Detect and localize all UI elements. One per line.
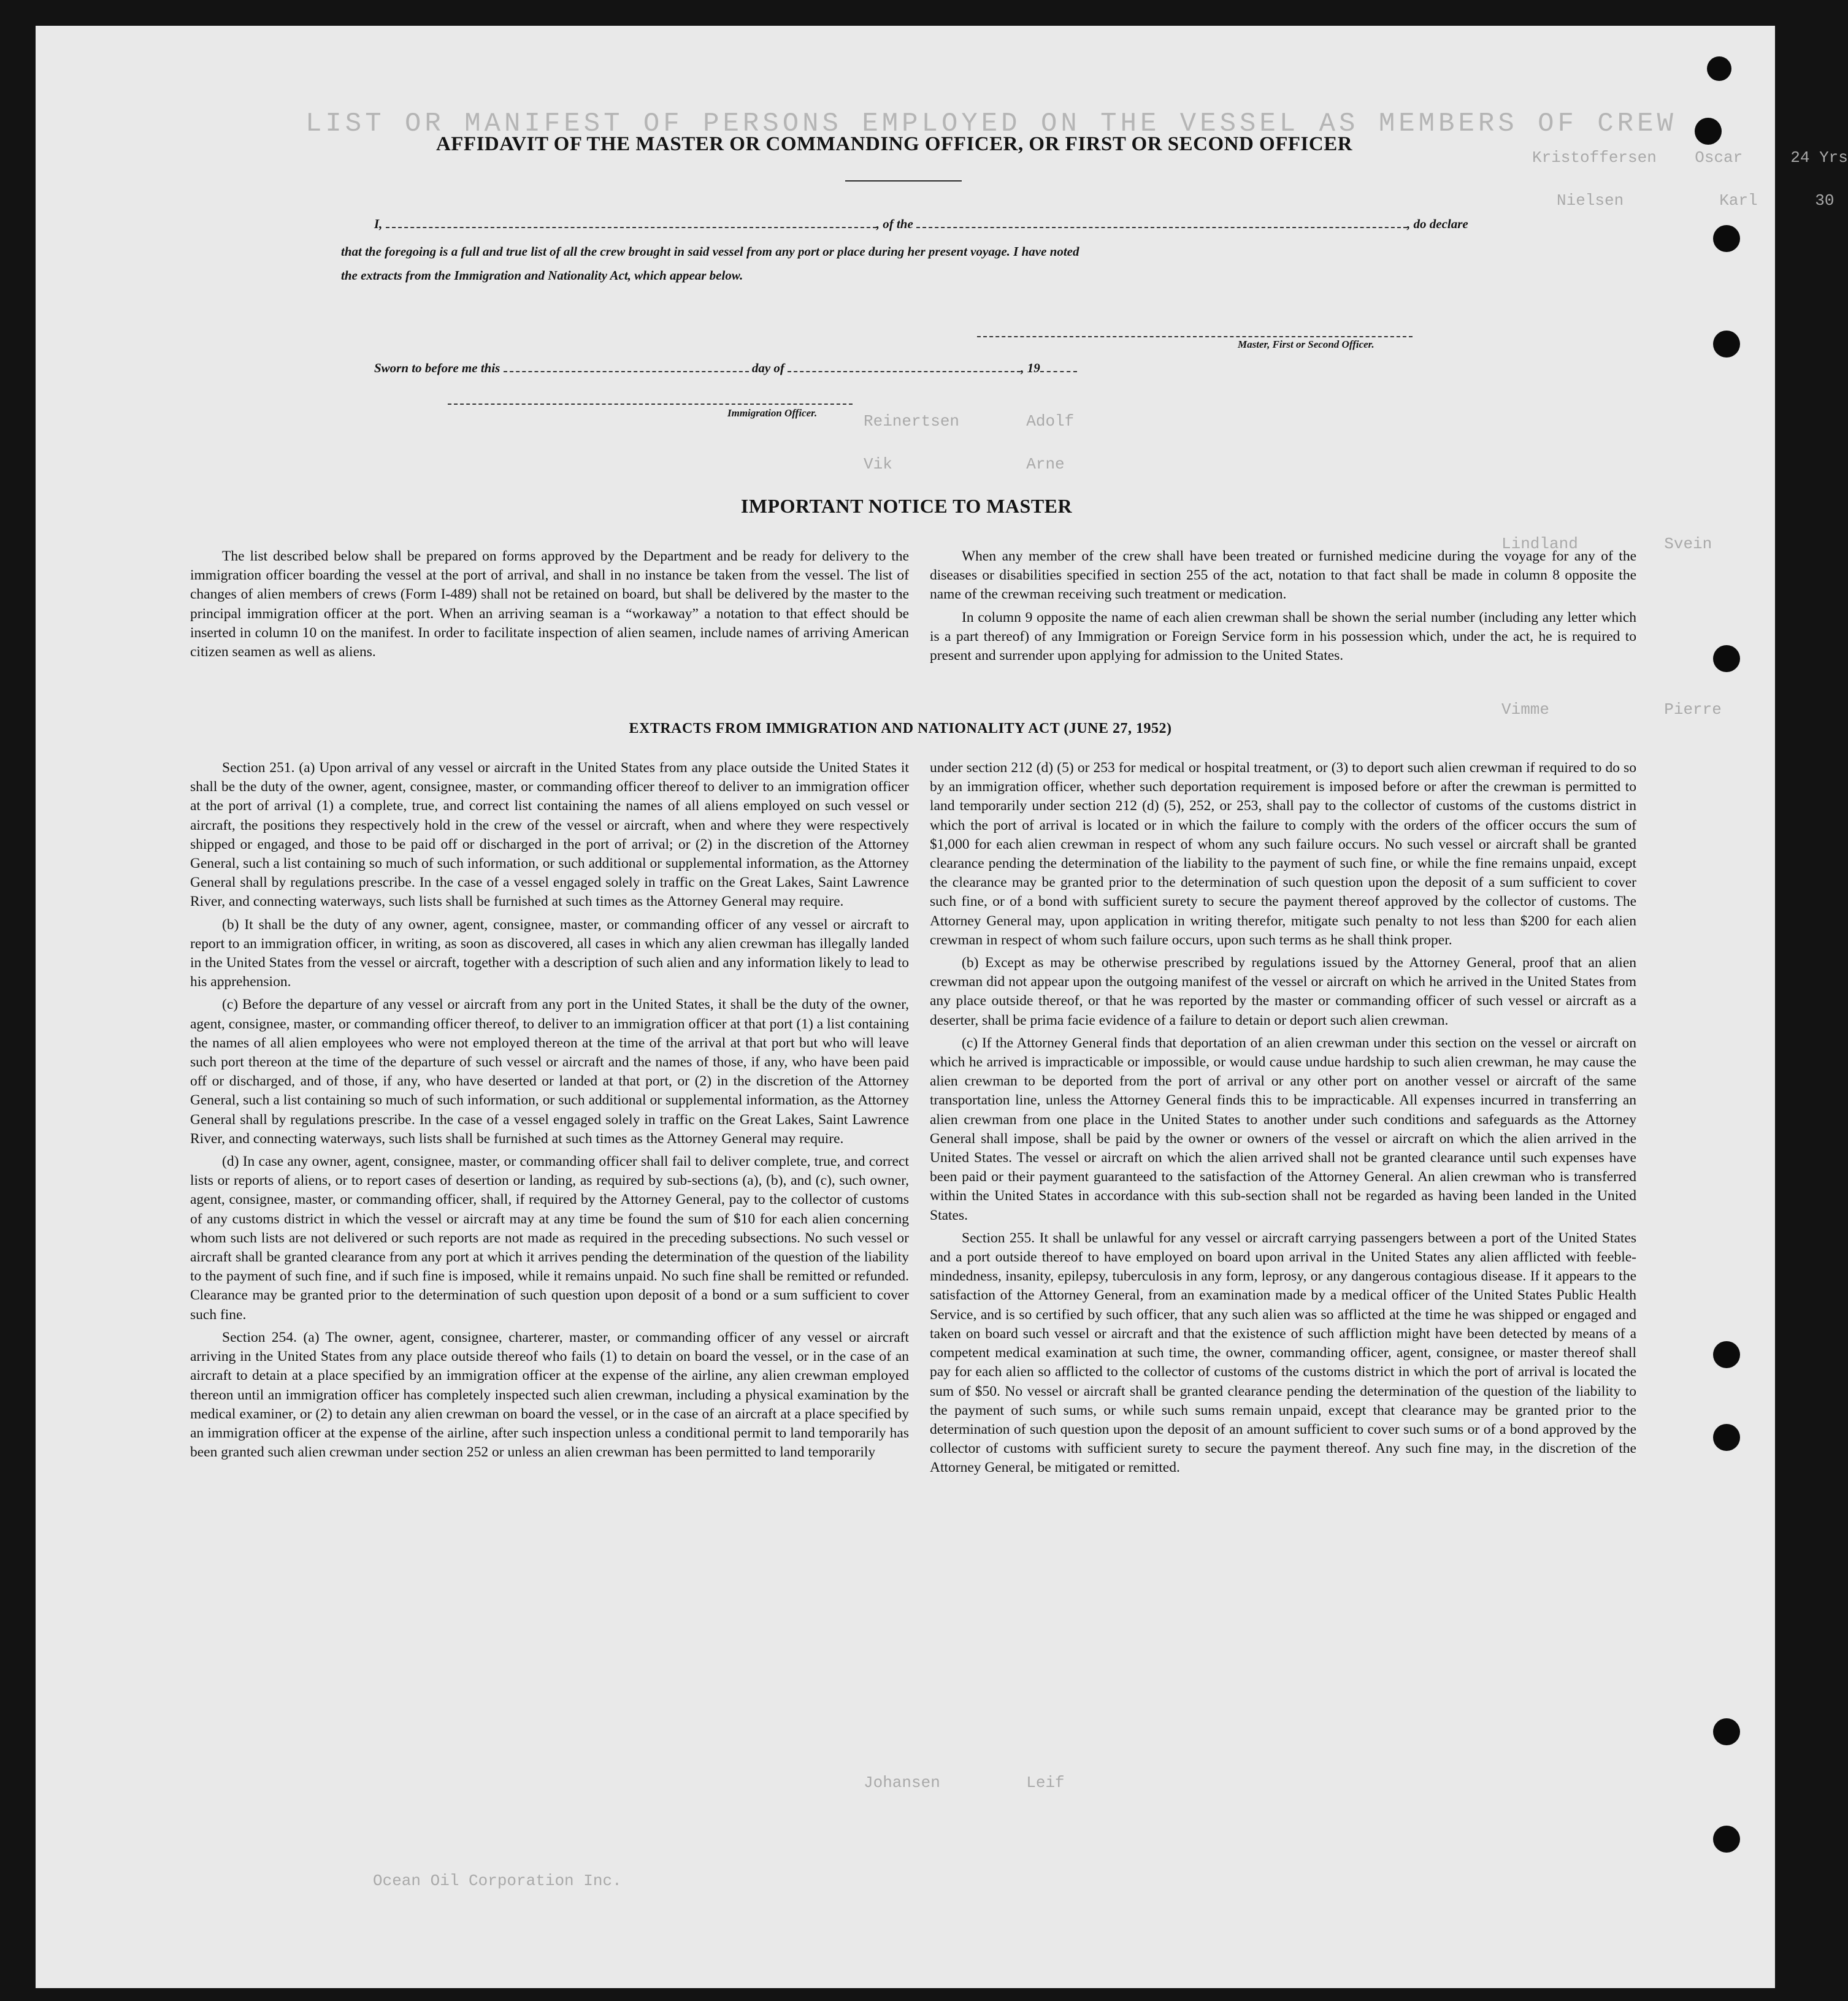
- section-251-b: (b) It shall be the duty of any owner, agent, consignee, master, or commanding officer of any vessel or aircraft to report to an immigration officer, in writing, as soon as discovered, all cases in which any alien crewman has illegally landed in the United States from the vessel or aircraft, together with a description of such alien and any information likely to lead to his apprehension.: [190, 916, 909, 990]
- bleed-through-line: Nielsen Karl 30: [1557, 191, 1835, 210]
- notice-paragraph: When any member of the crew shall have been treated or furnished medicine during the voyage for any of the diseases or disabilities specified in section 255 of the act, notation to that fact shall be made in column 8 opposite the name of the crewman receiving such treatment or medication.: [930, 548, 1636, 603]
- bleed-through-line: Reinertsen Adolf: [864, 412, 1075, 430]
- section-251-d: (d) In case any owner, agent, consignee, master, or commanding officer shall fail to deliver complete, true, and correct lists or reports of aliens, or to report cases of desertion or landing, as required by sub-sections (a), (b), and (c), such owner, agent, consignee, master, or commanding officer, shall, if required by the Attorney General, pay to the collector of customs of any customs district in which the vessel or aircraft may at any time be found the sum of $10 for each alien concerning whom such lists are not delivered or such reports are not made as required in the preceding subsections. No such vessel or aircraft shall be granted clearance from any port at which it arrives pending the determination of the question of the liability to the payment of such fine, and if such fine is imposed, while it remains unpaid. No such fine shall be remitted or refunded. Clearance may be granted prior to the determination of such question upon deposit of a bond or a sum sufficient to cover such fine.: [190, 1154, 909, 1323]
- punch-hole: [1713, 331, 1740, 358]
- master-signature-label: Master, First or Second Officer.: [1238, 339, 1374, 350]
- declaration-text-1: that the foregoing is a full and true list of all the crew brought in said vessel from any port or place during her present voyage. I have noted: [341, 244, 1079, 259]
- punch-hole: [1713, 1424, 1740, 1451]
- section-255: Section 255. It shall be unlawful for any vessel or aircraft carrying passengers between a port of the United States and a port outside thereof to have employed on board upon arrival in the United States any alien afflicted with feeble-mindedness, insanity, epilepsy, tuberculosis in any form, leprosy, or any dangerous contagious disease. If it appears to the satisfaction of the Attorney General, from an examination made by a medical officer of the United States Public Health Service, and is so certified by such officer, that any such alien was so afflicted at the time he was shipped or engaged and taken on board such vessel or aircraft and that the existence of such affliction might have been detected by means of a competent medical examination at such time, the owner, commanding officer, agent, consignee, or master thereof shall pay for each alien so afflicted to the collector of customs of the customs district in which the port of arrival is located the sum of $50. No vessel or aircraft shall be granted clearance pending the determination of the question of the liability to the payment of such sums, or while such sums remain unpaid, except that clearance may be granted prior to the determination of such question upon the deposit of an amount sufficient to cover such sums or of a bond approved by the collector of customs with sufficient surety to secure the payment thereof. Any such fine may, in the discretion of the Attorney General, be mitigated or remitted.: [930, 1230, 1636, 1476]
- bleed-through-line: Ocean Oil Corporation Inc.: [373, 1872, 622, 1890]
- notice-column-left: [190, 547, 909, 665]
- extracts-title: EXTRACTS FROM IMMIGRATION AND NATIONALITY ACT (JUNE 27, 1952): [629, 721, 1172, 737]
- declaration-line: I, , of the , do declare: [374, 216, 1468, 231]
- bleed-through-line: Lindland Svein: [1501, 535, 1712, 553]
- punch-hole: [1713, 225, 1740, 252]
- extracts-column-left: [190, 759, 909, 1466]
- notice-paragraph: In column 9 opposite the name of each alien crewman shall be shown the serial number (including any letter which is a part thereof) of any Immigration or Foreign Service form in his possession which, under the act, he is required to present and surrender upon applying for admission to the United States.: [930, 609, 1636, 664]
- punch-hole: [1713, 1341, 1740, 1368]
- affidavit-title: AFFIDAVIT OF THE MASTER OR COMMANDING OFFICER, OR FIRST OR SECOND OFFICER: [435, 133, 1353, 155]
- section-254-a-continued: under section 212 (d) (5) or 253 for medical or hospital treatment, or (3) to deport such alien crewman if required to do so by an immigration officer, whether such deportation requirement is imposed before or after the crewman is permitted to land temporarily under section 212 (d) (5), 252, or 253, shall pay to the collector of customs of the customs district in which the port of arrival is located or in which the failure to comply with the orders of the officer occurs the sum of $1,000 for each alien crewman in respect of whom any such failure occurs. No such vessel or aircraft shall be granted clearance pending the determination of the liability to the payment of such fine, or while the fine remains unpaid, except the clearance may be granted prior to the determination of such question upon the deposit of a sum sufficient to cover such fine, or of a bond with sufficient surety to secure the payment thereof approved by the collector of customs. The Attorney General may, upon application in writing therefor, mitigate such penalty to not less than $200 for each alien crewman in respect of whom such failure occurs, upon such terms as he shall think proper.: [930, 760, 1636, 948]
- punch-hole: [1713, 1718, 1740, 1745]
- important-notice-title: IMPORTANT NOTICE TO MASTER: [740, 495, 1073, 517]
- extracts-column-right: [930, 759, 1636, 1482]
- punch-hole: [1713, 1826, 1740, 1853]
- bleed-through-line: Johansen Leif: [864, 1773, 1065, 1792]
- notice-column-right: [930, 547, 1636, 669]
- bleed-through-line: Vimme Pierre: [1501, 700, 1722, 719]
- bleed-through-line: Kristoffersen Oscar 24 Yrs: [1532, 148, 1848, 167]
- master-signature-line: [977, 325, 1413, 337]
- declaration-text-2: the extracts from the Immigration and Nationality Act, which appear below.: [341, 268, 743, 283]
- immigration-officer-signature-line: [448, 392, 853, 405]
- sworn-line: Sworn to before me this day of , 19: [374, 360, 1077, 376]
- section-251-c: (c) Before the departure of any vessel or aircraft from any port in the United States, it shall be the duty of the owner, agent, consignee, master, or commanding officer thereof, to deliver to an immigration officer at that port (1) a list containing the names of all alien employees who were not employed thereon at the time of the arrival at that port but who will leave such port thereon at the time of the departure of such vessel or aircraft and the names of those, if any, who have been paid off or discharged, and of those, if any, who have deserted or landed at that port, or (2) in the discretion of the Attorney General, such a list containing so much of such information, or such additional or supplemental information, as the Attorney General shall by regulations prescribe. In the case of a vessel engaged solely in traffic on the Great Lakes, Saint Lawrence River, and connecting waterways, such lists shall be furnished at such times as the Attorney General may require.: [190, 997, 909, 1147]
- document-page: [36, 26, 1848, 1988]
- notice-paragraph: The list described below shall be prepared on forms approved by the Department and be ready for delivery to the immigration officer boarding the vessel at the port of arrival, and shall in no instance be taken from the vessel. The list of changes of alien members of crews (Form I-489) shall not be retained on board, but shall be delivered by the master to the principal immigration officer at the port. When an arriving seaman is a “workaway” a notation to that effect should be inserted in column 10 on the manifest. In order to facilitate inspection of alien seamen, include names of arriving American citizen seamen as well as aliens.: [190, 548, 909, 660]
- bleed-through-heading: LIST OR MANIFEST OF PERSONS EMPLOYED ON THE VESSEL AS MEMBERS OF CREW: [305, 109, 1677, 139]
- section-254-b: (b) Except as may be otherwise prescribed by regulations issued by the Attorney General, proof that an alien crewman did not appear upon the outgoing manifest of the vessel or aircraft on which he arrived in the United States from any place outside thereof, or that he was reported by the master or commanding officer of such vessel or aircraft as a deserter, shall be prima facie evidence of a failure to detain or deport such alien crewman.: [930, 955, 1636, 1028]
- section-254-c: (c) If the Attorney General finds that deportation of an alien crewman under this section on the vessel or aircraft on which he arrived is impracticable or impossible, or would cause undue hardship to such alien crewman, he may cause the alien crewman to be deported from the port of arrival or any other port on another vessel or aircraft of the same transportation line, unless the Attorney General finds this to be impracticable. All expenses incurred in transferring an alien crewman from one place in the United States to another under such conditions and safeguards as the Attorney General shall impose, shall be paid by the owner or owners of the vessel or aircraft on which the alien arrived in the United States. The vessel or aircraft on which the alien arrived shall not be granted clearance until such expenses have been paid or their payment guaranteed to the satisfaction of the Attorney General. An alien crewman who is transferred within the United States in accordance with this sub-section shall not be regarded as having been landed in the United States.: [930, 1035, 1636, 1223]
- punch-hole: [1713, 645, 1740, 672]
- immigration-officer-label: Immigration Officer.: [727, 407, 818, 419]
- section-254-a: Section 254. (a) The owner, agent, consignee, charterer, master, or commanding officer of any vessel or aircraft arriving in the United States from any place outside thereof who fails (1) to detain on board the vessel, or in the case of an aircraft to detain at a place specified by an immigration officer at the expense of the airline, any alien crewman employed thereon until an immigration officer has completely inspected such alien crewman, including a physical examination by the medical examiner, or (2) to detain any alien crewman on board the vessel, or in the case of an aircraft at a place specified by an immigration officer at the expense of the airline, after such inspection unless a conditional permit to land temporarily has been granted such alien crewman under section 252 or unless an alien crewman has been permitted to land temporarily: [190, 1329, 909, 1461]
- bleed-through-line: Vik Arne: [864, 455, 1065, 473]
- punch-hole: [1707, 56, 1731, 81]
- title-underline: [845, 180, 962, 182]
- section-251-a: Section 251. (a) Upon arrival of any vessel or aircraft in the United States from any place outside the United States it shall be the duty of the owner, agent, consignee, master, or commanding officer thereof to deliver to an immigration officer at the port of arrival (1) a complete, true, and correct list containing the names of all aliens employed on such vessel or aircraft, the positions they respectively hold in the crew of the vessel or aircraft, when and where they were respectively shipped or engaged, and those to be paid off or discharged in the port of arrival; or (2) in the discretion of the Attorney General, such a list containing so much of such information, or such additional or supplemental information, as the Attorney General shall by regulations prescribe. In the case of a vessel engaged solely in traffic on the Great Lakes, Saint Lawrence River, and connecting waterways, such lists shall be furnished at such times as the Attorney General may require.: [190, 760, 909, 910]
